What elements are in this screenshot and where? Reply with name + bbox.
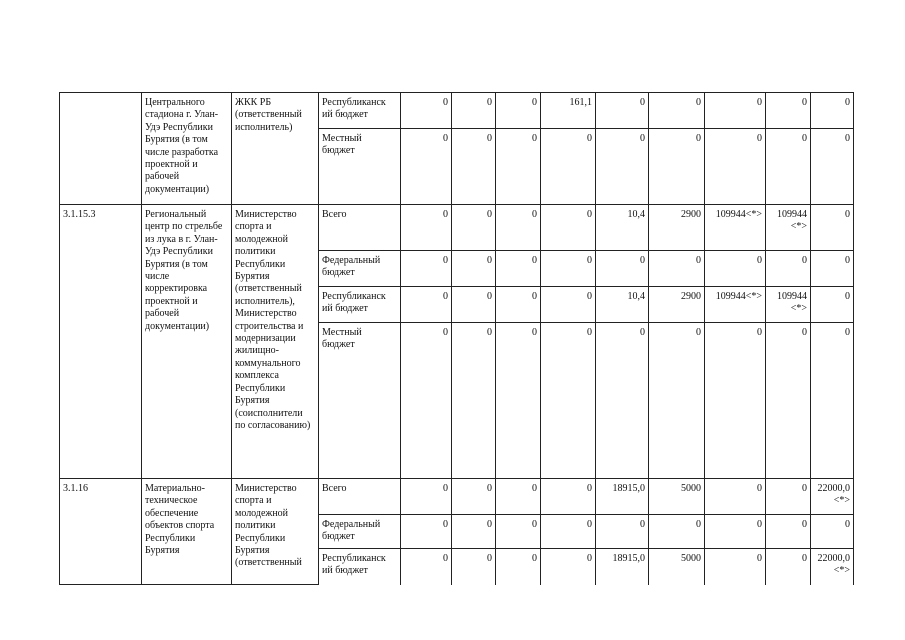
- value-cell: 10,4: [596, 205, 649, 251]
- value-cell: 0: [811, 323, 854, 479]
- value-cell: 0: [705, 93, 766, 129]
- value-cell: 0: [811, 129, 854, 205]
- value-cell: 0: [541, 251, 596, 287]
- value-cell: 109944 <*>: [766, 205, 811, 251]
- value-cell: 0: [401, 287, 452, 323]
- budget-table-page: [59, 92, 854, 585]
- value-cell: 10,4: [596, 287, 649, 323]
- source-cell: Федеральный бюджет: [319, 515, 401, 549]
- source-cell: Республиканск ий бюджет: [319, 287, 401, 323]
- value-cell: 18915,0: [596, 549, 649, 585]
- value-cell: 22000,0 <*>: [811, 549, 854, 585]
- value-cell: 109944 <*>: [766, 287, 811, 323]
- value-cell: 109944<*>: [705, 287, 766, 323]
- value-cell: 0: [496, 287, 541, 323]
- code-cell: 3.1.16: [60, 479, 142, 585]
- value-cell: 0: [766, 251, 811, 287]
- source-cell: Местный бюджет: [319, 323, 401, 479]
- value-cell: 18915,0: [596, 479, 649, 515]
- value-cell: 0: [766, 129, 811, 205]
- value-cell: 0: [541, 129, 596, 205]
- value-cell: 0: [649, 129, 705, 205]
- value-cell: 0: [496, 251, 541, 287]
- value-cell: 0: [452, 479, 496, 515]
- value-cell: 0: [496, 479, 541, 515]
- value-cell: 0: [496, 515, 541, 549]
- source-cell: Всего: [319, 479, 401, 515]
- value-cell: 0: [541, 549, 596, 585]
- value-cell: 0: [496, 205, 541, 251]
- value-cell: 0: [596, 323, 649, 479]
- value-cell: 0: [766, 93, 811, 129]
- value-cell: 0: [705, 251, 766, 287]
- value-cell: 22000,0 <*>: [811, 479, 854, 515]
- value-cell: 2900: [649, 287, 705, 323]
- value-cell: 0: [496, 323, 541, 479]
- value-cell: 0: [705, 479, 766, 515]
- value-cell: 0: [401, 251, 452, 287]
- value-cell: 0: [811, 287, 854, 323]
- value-cell: 0: [541, 287, 596, 323]
- value-cell: 0: [705, 515, 766, 549]
- value-cell: 5000: [649, 549, 705, 585]
- value-cell: 0: [452, 287, 496, 323]
- name-cell: Материально- техническое обеспечение объектов спорта Республики Бурятия: [142, 479, 232, 585]
- value-cell: 0: [541, 515, 596, 549]
- value-cell: 0: [496, 129, 541, 205]
- source-cell: Федеральный бюджет: [319, 251, 401, 287]
- table-row: [60, 479, 854, 515]
- value-cell: 0: [649, 515, 705, 549]
- table-row: [60, 205, 854, 251]
- value-cell: 0: [452, 129, 496, 205]
- value-cell: 0: [401, 323, 452, 479]
- value-cell: 0: [596, 93, 649, 129]
- value-cell: 109944<*>: [705, 205, 766, 251]
- value-cell: 0: [705, 323, 766, 479]
- value-cell: 0: [649, 323, 705, 479]
- source-cell: Местный бюджет: [319, 129, 401, 205]
- budget-table: [59, 92, 854, 585]
- value-cell: 0: [452, 93, 496, 129]
- value-cell: 0: [766, 479, 811, 515]
- name-cell: Региональный центр по стрельбе из лука в г. Улан- Удэ Республики Бурятия (в том числе корректировка проектной и рабочей документации): [142, 205, 232, 479]
- value-cell: 0: [452, 205, 496, 251]
- value-cell: 0: [401, 93, 452, 129]
- source-cell: Всего: [319, 205, 401, 251]
- value-cell: 0: [705, 129, 766, 205]
- executor-cell: Министерство спорта и молодежной политики Республики Бурятия (ответственный: [232, 479, 319, 585]
- table-body: [60, 93, 854, 585]
- source-cell: Республиканск ий бюджет: [319, 93, 401, 129]
- value-cell: 0: [401, 549, 452, 585]
- value-cell: 0: [401, 515, 452, 549]
- value-cell: 0: [811, 205, 854, 251]
- value-cell: 0: [452, 515, 496, 549]
- code-cell: 3.1.15.3: [60, 205, 142, 479]
- value-cell: 0: [541, 323, 596, 479]
- executor-cell: ЖКК РБ (ответственный исполнитель): [232, 93, 319, 205]
- value-cell: 0: [401, 129, 452, 205]
- value-cell: 0: [541, 205, 596, 251]
- value-cell: 161,1: [541, 93, 596, 129]
- code-cell: [60, 93, 142, 205]
- value-cell: 0: [596, 515, 649, 549]
- value-cell: 0: [766, 323, 811, 479]
- source-cell: Республиканск ий бюджет: [319, 549, 401, 585]
- value-cell: 2900: [649, 205, 705, 251]
- value-cell: 0: [452, 549, 496, 585]
- value-cell: 0: [496, 549, 541, 585]
- value-cell: 0: [401, 205, 452, 251]
- value-cell: 0: [496, 93, 541, 129]
- executor-cell: Министерство спорта и молодежной политики Республики Бурятия (ответственный исполнитель), Министерство строительства и модернизации жилищно- коммунального комплекса Республики Бурятия (соисполнители по согласованию): [232, 205, 319, 479]
- value-cell: 0: [541, 479, 596, 515]
- value-cell: 0: [811, 515, 854, 549]
- value-cell: 0: [811, 251, 854, 287]
- value-cell: 0: [705, 549, 766, 585]
- table-row: [60, 93, 854, 129]
- value-cell: 0: [596, 251, 649, 287]
- value-cell: 0: [811, 93, 854, 129]
- value-cell: 0: [649, 251, 705, 287]
- value-cell: 5000: [649, 479, 705, 515]
- value-cell: 0: [766, 515, 811, 549]
- value-cell: 0: [649, 93, 705, 129]
- value-cell: 0: [766, 549, 811, 585]
- value-cell: 0: [452, 251, 496, 287]
- name-cell: Центрального стадиона г. Улан- Удэ Республики Бурятия (в том числе разработка проектной и рабочей документации): [142, 93, 232, 205]
- value-cell: 0: [452, 323, 496, 479]
- value-cell: 0: [401, 479, 452, 515]
- value-cell: 0: [596, 129, 649, 205]
